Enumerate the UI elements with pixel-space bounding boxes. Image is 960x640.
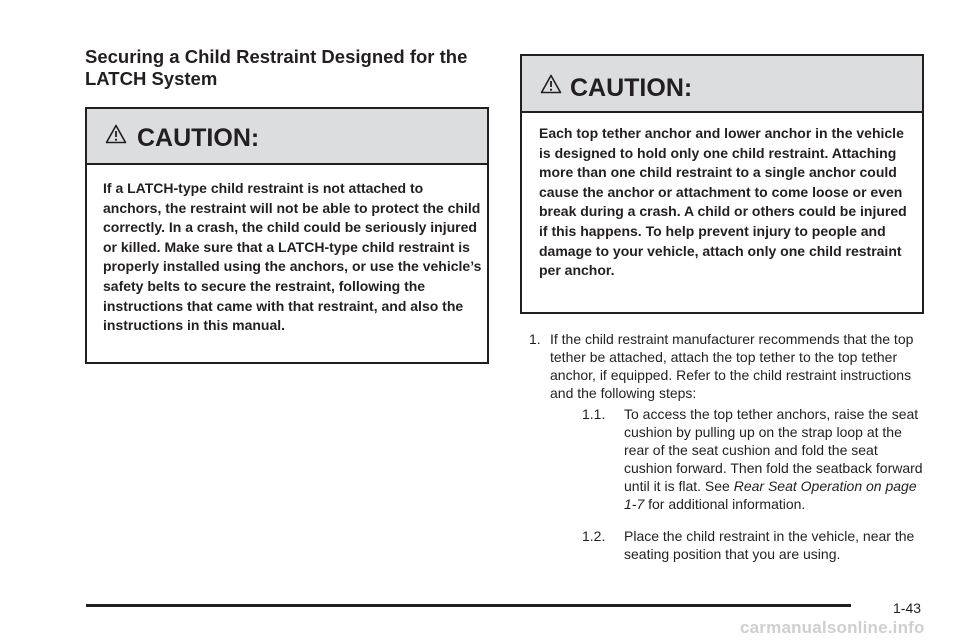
caution-header bbox=[522, 56, 922, 113]
list-item-step-1-1 bbox=[550, 405, 928, 513]
caution-title: CAUTION: bbox=[570, 74, 693, 102]
step-text: for additional information. bbox=[648, 496, 806, 512]
step-text: To access the top tether anchors, raise the seat cushion by pulling up on the strap loop at the rear of the seat cushion and fold the seat cushion forward. Then fold the seatback forward until it is flat. See bbox=[624, 406, 923, 494]
cross-reference-link[interactable]: Rear Seat Operation on page 1-7 bbox=[624, 478, 917, 512]
caution-box-latch bbox=[85, 107, 489, 364]
step-text: Place the child restraint in the vehicle, near the seating position that you are using. bbox=[624, 528, 915, 562]
section-heading: Securing a Child Restraint Designed for the LATCH System bbox=[85, 46, 468, 89]
caution-text: Each top tether anchor and lower anchor in the vehicle is designed to hold only one child restraint. Attaching more than one child restraint to a single anchor could cause the anchor or attachment to come loose or even break during a crash. A child or others could be injured if this happens. To help prevent injury to people and damage to your vehicle, attach only one child restraint per anchor. bbox=[539, 125, 907, 279]
page-number: 1-43 bbox=[893, 600, 922, 616]
steps-list bbox=[523, 330, 928, 563]
step-number: 1. bbox=[529, 331, 541, 347]
step-number: 1.2. bbox=[582, 528, 606, 544]
list-item-step-1-2 bbox=[550, 527, 928, 563]
warning-triangle-icon bbox=[540, 74, 562, 94]
watermark: carmanualsonline.info bbox=[740, 618, 925, 637]
caution-title: CAUTION: bbox=[137, 124, 260, 152]
caution-header bbox=[87, 109, 487, 165]
footer-rule bbox=[86, 604, 851, 607]
step-number: 1.1. bbox=[582, 406, 606, 422]
list-item-step-1 bbox=[523, 330, 928, 563]
caution-box-anchor bbox=[520, 54, 924, 314]
step-text: If the child restraint manufacturer recommends that the top tether be attached, attach the top tether to the top tether anchor, if equipped. Refer to the child restraint instructions and the following steps: bbox=[550, 331, 914, 401]
warning-triangle-icon bbox=[105, 124, 127, 144]
caution-text: If a LATCH-type child restraint is not attached to anchors, the restraint will not be able to protect the child correctly. In a crash, the child could be seriously injured or killed. Make sure that a LATCH-type child restraint is properly installed using the anchors, or use the vehicle’s safety belts to secure the restraint, following the instructions that came with that restraint, and also the instructions in this manual. bbox=[103, 180, 482, 334]
